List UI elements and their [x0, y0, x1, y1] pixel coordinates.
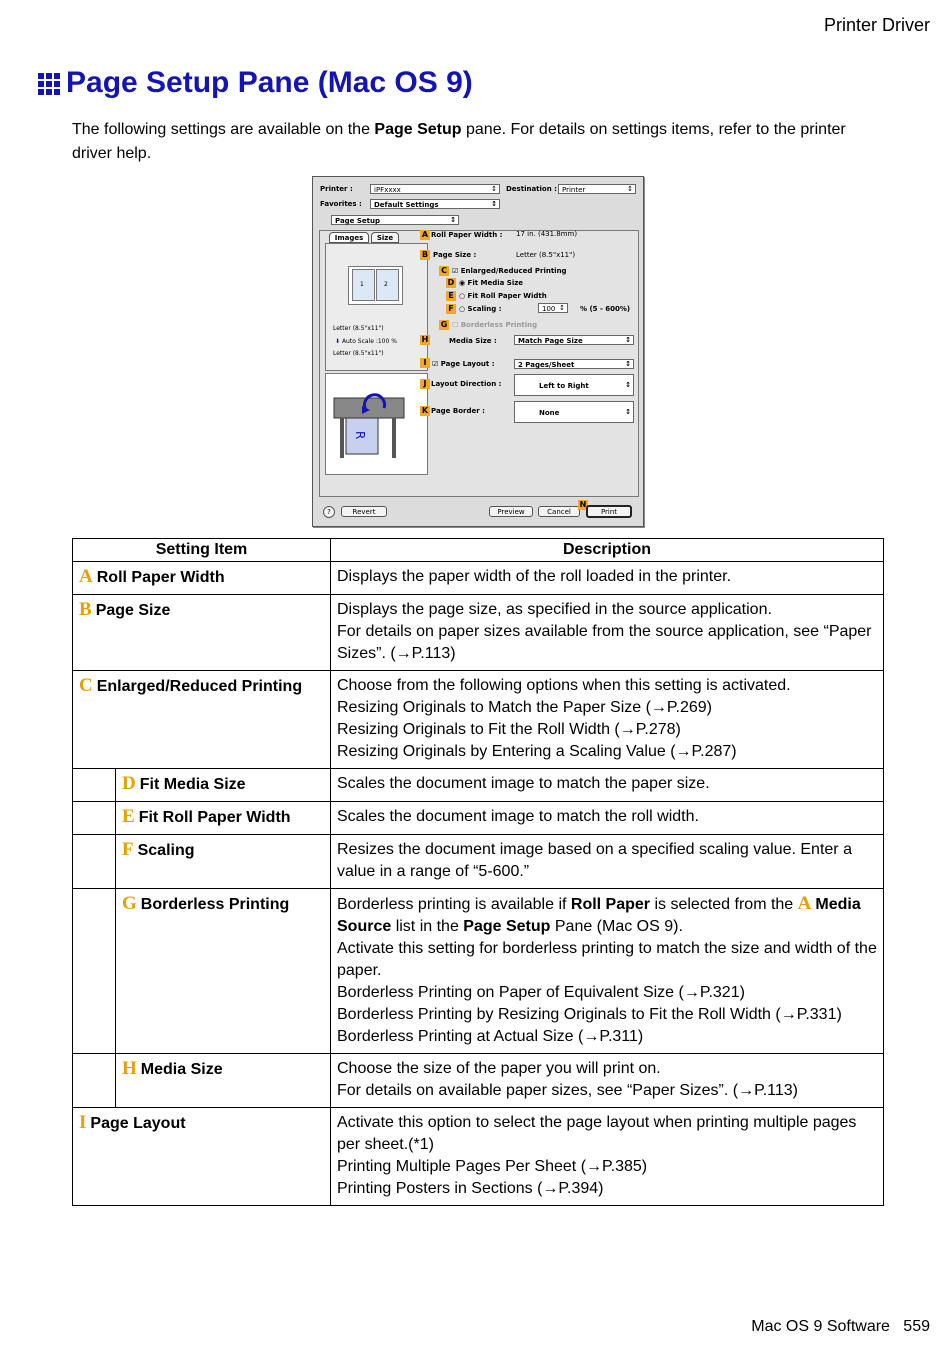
layout-direction-label: Layout Direction :	[431, 380, 502, 388]
setting-item-cell: G Borderless Printing	[116, 889, 331, 1054]
setting-item-cell: E Fit Roll Paper Width	[116, 802, 331, 835]
fit-media-radio[interactable]: ◉ Fit Media Size	[459, 279, 524, 287]
svg-text:R: R	[353, 431, 367, 440]
description-cell: Displays the page size, as specified in the source application. For details on paper sizes available from the source application, see “Paper Sizes”. (→P.113)	[331, 595, 884, 671]
table-row	[73, 1054, 884, 1108]
destination-label: Destination :	[506, 185, 557, 193]
page-title-text: Page Setup Pane (Mac OS 9)	[66, 66, 473, 99]
description-cell: Resizes the document image based on a specified scaling value. Enter a value in a range of “5-600.”	[331, 835, 884, 889]
fit-roll-radio[interactable]: ○ Fit Roll Paper Width	[459, 292, 547, 300]
preview-info-scale: ⬇ Auto Scale :100 %	[335, 338, 397, 345]
description-cell: Scales the document image to match the paper size.	[331, 769, 884, 802]
running-header: Printer Driver	[823, 15, 930, 35]
tag-d: D	[447, 278, 455, 287]
description-cell: Borderless printing is available if Roll Paper is selected from the A Media Source list in the Page Setup Pane (Mac OS 9). Activate this setting for borderless printing to match the size and width of the paper. Borderless Printing on Paper of Equivalent Size (→P.321) Borderless Printing by Resizing Originals to Fit the Roll Width (→P.331) Borderless Printing at Actual Size (→P.311)	[331, 889, 884, 1054]
setting-item-cell: H Media Size	[116, 1054, 331, 1108]
roll-width-label: Roll Paper Width :	[431, 231, 503, 239]
preview-info-size: Letter (8.5"x11")	[333, 325, 384, 332]
intro-paragraph: The following settings are available on the Page Setup pane. For details on settings items, refer to the printer driver help.	[72, 121, 846, 162]
table-row	[73, 562, 884, 595]
print-button[interactable]: Print	[586, 505, 632, 518]
page-footer	[751, 1318, 930, 1336]
printer-label: Printer :	[320, 185, 353, 193]
setting-item-cell: C Enlarged/Reduced Printing	[73, 671, 331, 769]
setting-item-cell: B Page Size	[73, 595, 331, 671]
page-layout-checkbox[interactable]: ☑ Page Layout :	[432, 360, 495, 368]
table-row	[73, 671, 884, 769]
enlarged-checkbox[interactable]: ☑ Enlarged/Reduced Printing	[452, 267, 567, 275]
setting-item-cell: F Scaling	[116, 835, 331, 889]
cancel-button[interactable]: Cancel	[538, 506, 580, 517]
favorites-label: Favorites :	[320, 200, 362, 208]
table-row	[73, 835, 884, 889]
thumb-number-1: 1	[360, 281, 364, 288]
preview-info-output: Letter (8.5"x11")	[333, 350, 384, 357]
tag-h: H	[421, 335, 429, 344]
page-size-value: Letter (8.5"x11")	[516, 251, 576, 259]
layout-direction-popup[interactable]: Left to Right ↕	[514, 374, 634, 396]
grid-icon	[38, 73, 60, 95]
tag-k: K	[421, 406, 429, 415]
tag-g: G	[440, 320, 448, 329]
table-row	[73, 1108, 884, 1206]
tab-size[interactable]: Size	[371, 232, 399, 243]
scaling-radio[interactable]: ○ Scaling :	[459, 305, 502, 313]
favorites-popup[interactable]: Default Settings ↕	[370, 199, 500, 209]
page-number: 559	[903, 1318, 930, 1335]
pane-popup[interactable]: Page Setup ↕	[331, 215, 459, 225]
description-cell: Scales the document image to match the roll width.	[331, 802, 884, 835]
scaling-input[interactable]: 100 ↕	[538, 303, 568, 313]
description-cell: Choose the size of the paper you will print on. For details on available paper sizes, see “Paper Sizes”. (→P.113)	[331, 1054, 884, 1108]
printer-illustration	[325, 373, 428, 475]
page-setup-dialog-screenshot	[312, 176, 644, 527]
page-size-label: Page Size :	[433, 251, 477, 259]
tag-f: F	[446, 304, 456, 314]
thumb-number-2: 2	[384, 281, 388, 288]
page-layout-popup[interactable]: 2 Pages/Sheet ↕	[514, 359, 634, 369]
tag-b: B	[421, 250, 429, 259]
table-row	[73, 802, 884, 835]
footer-section: Mac OS 9 Software	[751, 1318, 890, 1335]
setting-item-cell: A Roll Paper Width	[73, 562, 331, 595]
setting-item-cell: D Fit Media Size	[116, 769, 331, 802]
arrow-down-icon: ⬇	[335, 338, 341, 345]
page-border-label: Page Border :	[431, 407, 485, 415]
destination-popup[interactable]: Printer ↕	[558, 184, 636, 194]
table-row	[73, 889, 884, 1054]
printer-popup[interactable]: iPFxxxx ↕	[370, 184, 500, 194]
borderless-checkbox[interactable]: ☐ Borderless Printing	[452, 321, 538, 329]
settings-table	[72, 538, 884, 1206]
tab-images[interactable]: Images	[329, 232, 369, 243]
description-cell: Displays the paper width of the roll loaded in the printer.	[331, 562, 884, 595]
description-cell: Activate this option to select the page layout when printing multiple pages per sheet.(*1) Printing Multiple Pages Per Sheet (→P.385) Printing Posters in Sections (→P.394)	[331, 1108, 884, 1206]
table-row	[73, 595, 884, 671]
media-size-popup[interactable]: Match Page Size ↕	[514, 335, 634, 345]
revert-button[interactable]: Revert	[341, 506, 387, 517]
tag-a: A	[421, 230, 429, 239]
preview-button[interactable]: Preview	[489, 506, 533, 517]
table-header-row	[73, 539, 884, 562]
tag-j: J	[420, 379, 430, 389]
setting-item-cell: I Page Layout	[73, 1108, 331, 1206]
tag-c: C	[439, 266, 449, 276]
description-cell: Choose from the following options when this setting is activated. Resizing Originals to Match the Paper Size (→P.269) Resizing Originals to Fit the Roll Width (→P.278) Resizing Originals by Entering a Scaling Value (→P.287)	[331, 671, 884, 769]
roll-width-value: 17 in. (431.8mm)	[516, 230, 578, 238]
table-row	[73, 769, 884, 802]
tag-e: E	[446, 291, 456, 301]
scaling-range: % (5 - 600%)	[580, 305, 631, 313]
printer-icon	[326, 374, 427, 474]
page-border-popup[interactable]: None ↕	[514, 401, 634, 423]
tag-i: I	[420, 358, 430, 368]
help-icon[interactable]: ?	[323, 506, 335, 518]
media-size-label: Media Size :	[449, 337, 497, 345]
header-setting-item: Setting Item	[73, 539, 331, 562]
header-description: Description	[331, 539, 884, 562]
tag-n: N	[579, 500, 587, 509]
page-title	[38, 66, 473, 100]
